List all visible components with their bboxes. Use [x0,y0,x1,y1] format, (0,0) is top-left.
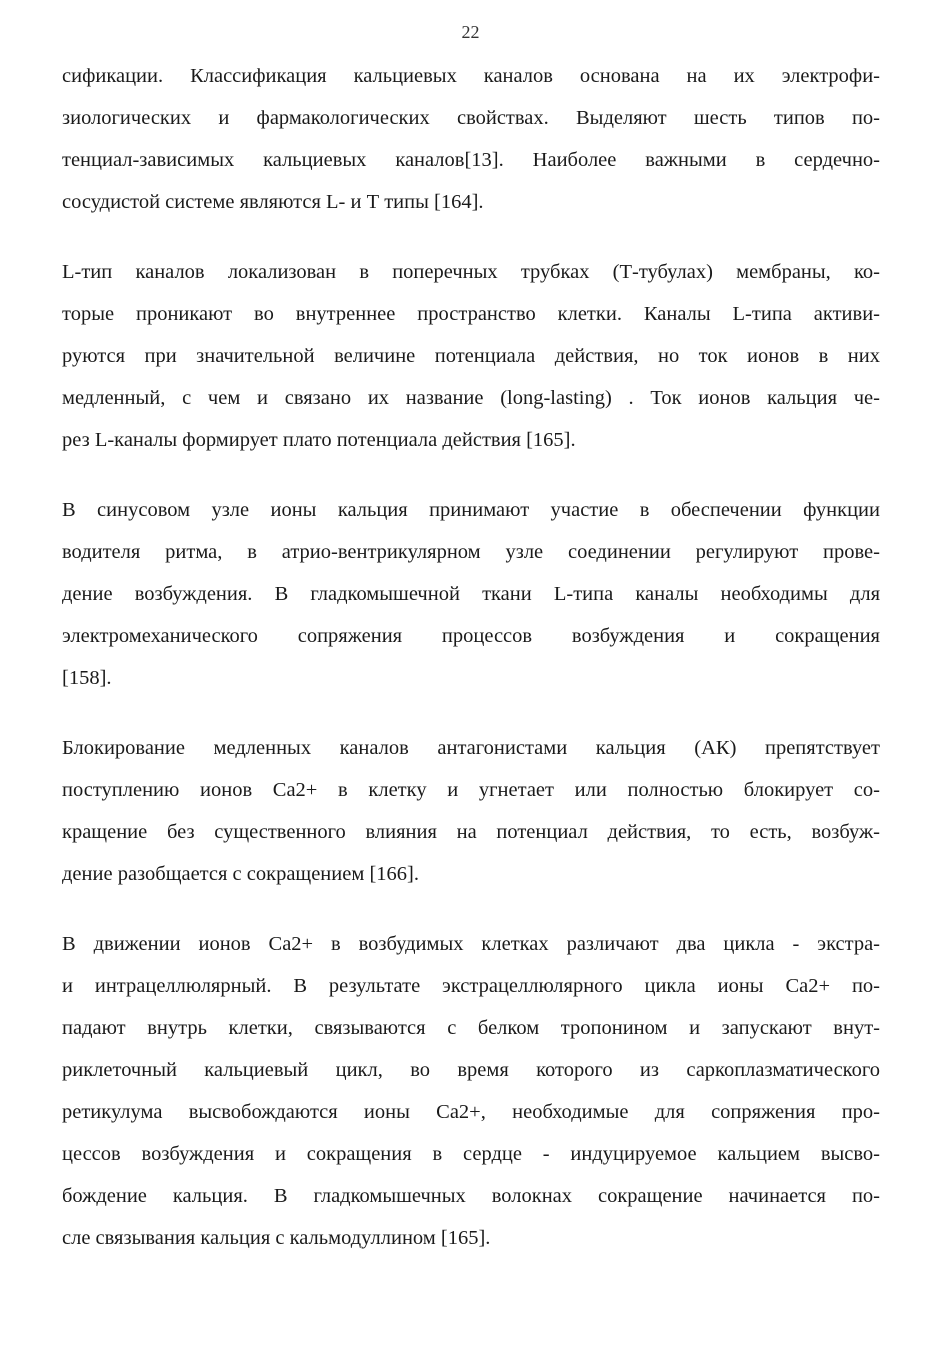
text-line: сле связывания кальция с кальмодуллином [165]. [62,1227,491,1249]
paragraph-gap [62,895,880,923]
text-line: падают внутрь клетки, связываются с белком тропонином и запускают внут- [62,1017,880,1039]
paragraph-3 [62,489,880,699]
paragraph-5 [62,923,880,1259]
text-line: дение разобщается с сокращением [166]. [62,863,419,885]
text-line: и интрацеллюлярный. В результате экстрацеллюлярного цикла ионы Са2+ по- [62,975,880,997]
document-body [62,55,880,1259]
paragraph-gap [62,223,880,251]
paragraph-4 [62,727,880,895]
text-line: медленный, с чем и связано их название (long-lasting) . Ток ионов кальция че- [62,387,880,409]
paragraph-2 [62,251,880,461]
text-line: сосудистой системе являются L- и Т типы [164]. [62,191,484,213]
text-line: электромеханического сопряжения процессов возбуждения и сокращения [62,625,880,647]
text-line: В синусовом узле ионы кальция принимают участие в обеспечении функции [62,499,880,521]
text-line: Блокирование медленных каналов антагонистами кальция (АК) препятствует [62,737,880,759]
paragraph-1 [62,55,880,223]
text-line: сификации. Классификация кальциевых каналов основана на их электрофи- [62,65,880,87]
page-number: 22 [461,22,480,42]
text-line: зиологических и фармакологических свойствах. Выделяют шесть типов по- [62,107,880,129]
paragraph-gap [62,461,880,489]
text-line: L-тип каналов локализован в поперечных трубках (Т-тубулах) мембраны, ко- [62,261,880,283]
text-line: бождение кальция. В гладкомышечных волокнах сокращение начинается по- [62,1185,880,1207]
text-line: водителя ритма, в атрио-вентрикулярном узле соединении регулируют прове- [62,541,880,563]
text-line: [158]. [62,667,112,689]
text-line: руются при значительной величине потенциала действия, но ток ионов в них [62,345,880,367]
text-line: кращение без существенного влияния на потенциал действия, то есть, возбуж- [62,821,880,843]
text-line: торые проникают во внутреннее пространство клетки. Каналы L-типа активи- [62,303,880,325]
text-line: тенциал-зависимых кальциевых каналов[13]. Наиболее важными в сердечно- [62,149,880,171]
text-line: рез L-каналы формирует плато потенциала действия [165]. [62,429,576,451]
paragraph-gap [62,699,880,727]
text-line: поступлению ионов Са2+ в клетку и угнетает или полностью блокирует со- [62,779,880,801]
text-line: дение возбуждения. В гладкомышечной ткани L-типа каналы необходимы для [62,583,880,605]
text-line: цессов возбуждения и сокращения в сердце - индуцируемое кальцием высво- [62,1143,880,1165]
text-line: ретикулума высвобождаются ионы Са2+, необходимые для сопряжения про- [62,1101,880,1123]
text-line: В движении ионов Са2+ в возбудимых клетках различают два цикла - экстра- [62,933,880,955]
text-line: риклеточный кальциевый цикл, во время которого из саркоплазматического [62,1059,880,1081]
